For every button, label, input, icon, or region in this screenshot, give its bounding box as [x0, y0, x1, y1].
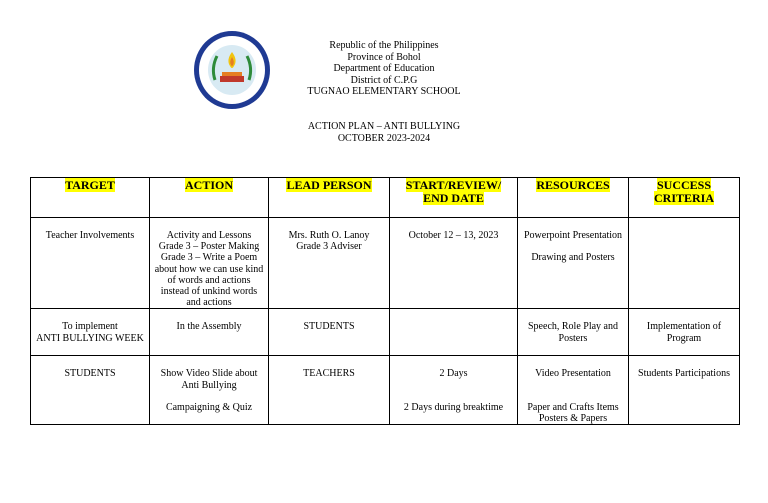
header-resources: RESOURCES: [518, 178, 629, 218]
school-seal-icon: [193, 30, 271, 110]
cell-date: 2 Days 2 Days during breaktime: [390, 356, 518, 425]
header-line-country: Republic of the Philippines: [329, 40, 439, 51]
cell-lead-person: STUDENTS: [269, 309, 390, 356]
plan-title-block: [284, 121, 484, 144]
plan-title: ACTION PLAN – ANTI BULLYING: [307, 121, 461, 132]
seal-ring-bottom: CARLOS P. GARCIA, BOHOL: [207, 84, 257, 103]
cell-date: [390, 309, 518, 356]
header-lead-person: LEAD PERSON: [269, 178, 390, 218]
table-header-row: [31, 178, 740, 218]
table-row: [31, 309, 740, 356]
header-line-province: Province of Bohol: [347, 51, 421, 63]
header-line-school: TUGNAO ELEMENTARY SCHOOL: [307, 86, 461, 97]
header-line-district: District of C.P.G: [350, 74, 418, 86]
cell-target: STUDENTS: [31, 356, 150, 425]
action-plan-table: [30, 177, 740, 425]
cell-action: In the Assembly: [150, 309, 269, 356]
cell-action: Show Video Slide about Anti Bullying Campaigning & Quiz: [150, 356, 269, 425]
cell-resources: Powerpoint Presentation Drawing and Posters: [518, 218, 629, 309]
cell-success-criteria: Students Participations: [629, 356, 740, 425]
table-row: [31, 218, 740, 309]
document-header: [284, 40, 484, 98]
cell-resources: Speech, Role Play and Posters: [518, 309, 629, 356]
cell-success-criteria: Implementation of Program: [629, 309, 740, 356]
cell-success-criteria: [629, 218, 740, 309]
cell-lead-person: Mrs. Ruth O. Lanoy Grade 3 Adviser: [269, 218, 390, 309]
cell-target: To implement ANTI BULLYING WEEK: [31, 309, 150, 356]
cell-target: Teacher Involvements: [31, 218, 150, 309]
plan-period: OCTOBER 2023-2024: [337, 132, 431, 144]
cell-date: October 12 – 13, 2023: [390, 218, 518, 309]
cell-lead-person: TEACHERS: [269, 356, 390, 425]
header-success-criteria: SUCCESS CRITERIA: [629, 178, 740, 218]
header-target: TARGET: [31, 178, 150, 218]
cell-resources: Video Presentation Paper and Crafts Items Posters & Papers: [518, 356, 629, 425]
cell-action: Activity and Lessons Grade 3 – Poster Making Grade 3 – Write a Poem about how we can use kind of words and actions instead of unkind words and actions: [150, 218, 269, 309]
table-row: [31, 356, 740, 425]
header-line-department: Department of Education: [333, 63, 435, 74]
header-action: ACTION: [150, 178, 269, 218]
header-date: START/REVIEW/ END DATE: [390, 178, 518, 218]
seal-ring-top: TUGNAO ELEMENTARY SCHOOL: [199, 36, 265, 65]
